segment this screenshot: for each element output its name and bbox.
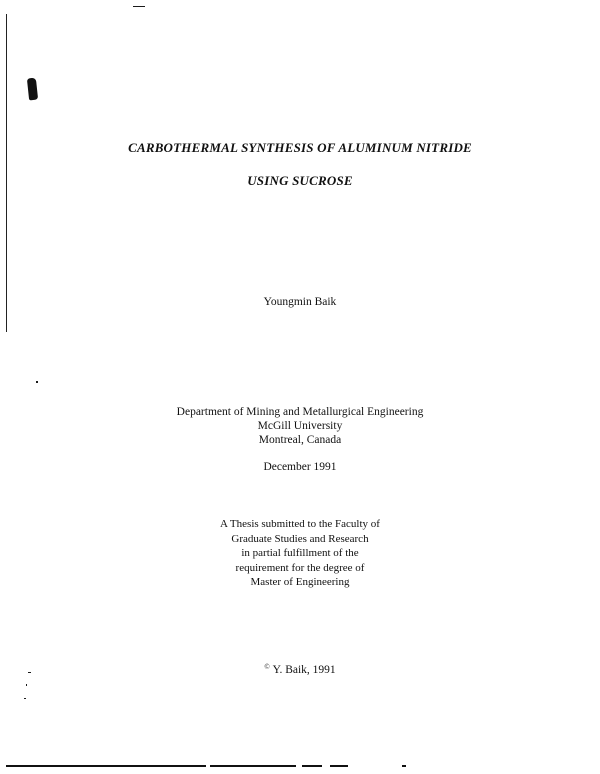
scan-artifact-speck <box>36 381 38 383</box>
copyright-text: Y. Baik, 1991 <box>272 664 336 676</box>
copyright-notice <box>0 663 600 676</box>
submission-date: December 1991 <box>263 461 337 473</box>
submission-line: in partial fulfillment of the <box>241 547 359 559</box>
university-name: McGill University <box>257 420 343 432</box>
submission-line: A Thesis submitted to the Faculty of <box>220 518 380 530</box>
submission-line: requirement for the degree of <box>235 561 365 574</box>
scan-artifact-top-dash <box>133 6 145 7</box>
submission-line: Graduate Studies and Research <box>231 532 369 545</box>
university-location: Montreal, Canada <box>258 434 342 446</box>
copyright-icon: © <box>264 663 270 671</box>
thesis-title-line-1: CARBOTHERMAL SYNTHESIS OF ALUMINUM NITRIDE <box>128 140 472 155</box>
scan-artifact-bottom-rule <box>6 765 406 767</box>
scan-artifact-speck <box>24 698 26 699</box>
scan-artifact-blot <box>27 78 38 101</box>
department-name: Department of Mining and Metallurgical Engineering <box>176 406 424 418</box>
submission-statement <box>0 517 600 590</box>
degree-name: Master of Engineering <box>250 576 350 588</box>
author-name: Youngmin Baik <box>263 296 337 308</box>
thesis-title-line-2: USING SUCROSE <box>247 173 353 188</box>
affiliation-block <box>0 405 600 447</box>
scan-artifact-speck <box>26 684 27 686</box>
